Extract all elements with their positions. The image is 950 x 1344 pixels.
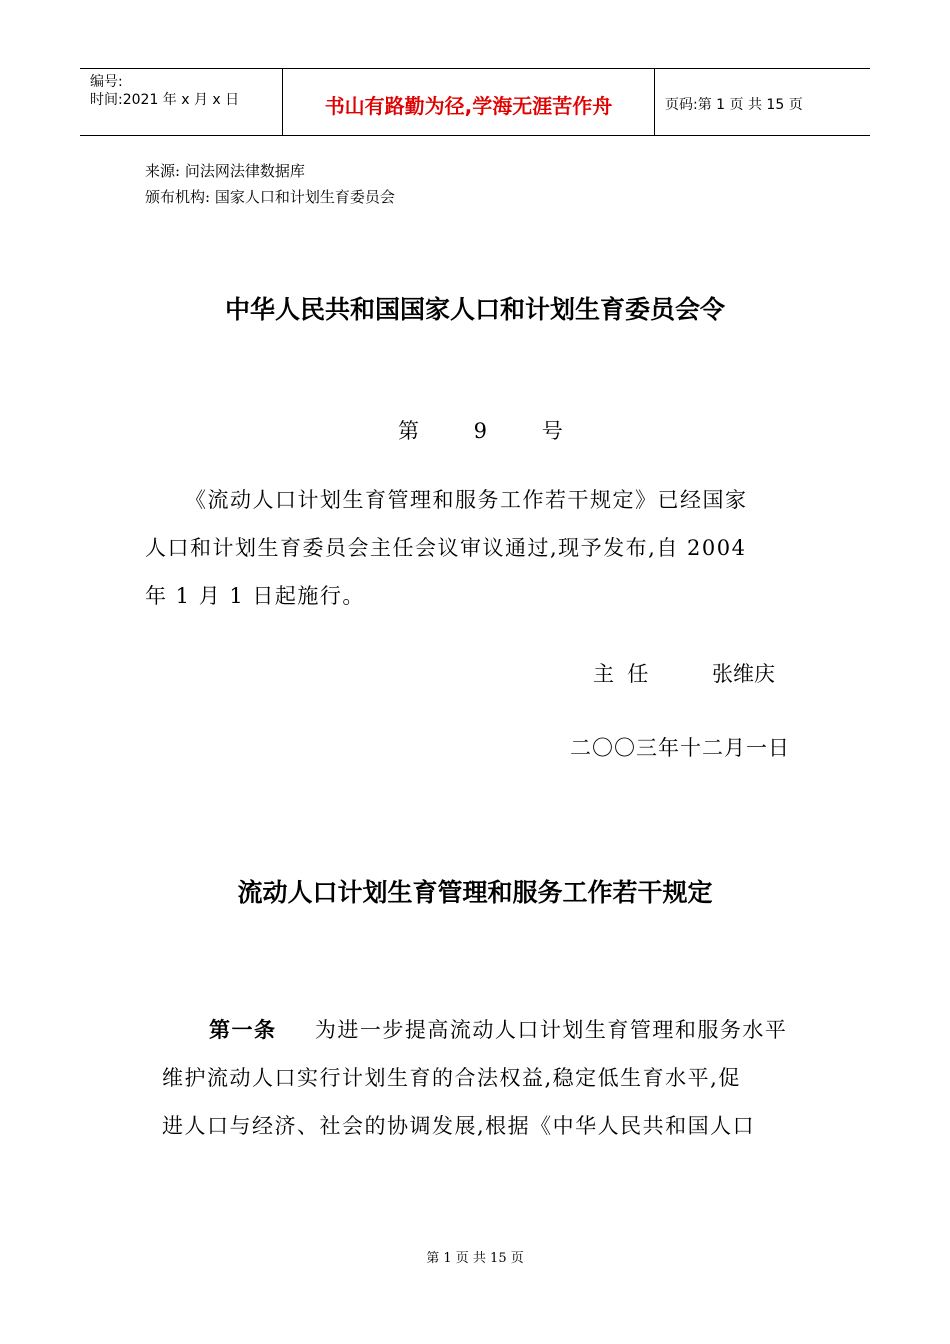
intro-paragraph bbox=[145, 476, 748, 620]
regulation-title: 流动人口计划生育管理和服务工作若干规定 bbox=[237, 878, 713, 907]
article-line: 为进一步提高流动人口计划生育管理和服务水平 bbox=[314, 1018, 788, 1042]
article-line: 维护流动人口实行计划生育的合法权益,稳定低生育水平,促 bbox=[162, 1066, 741, 1090]
header-left-cell bbox=[80, 69, 282, 135]
order-number: 第 9 号 bbox=[398, 419, 587, 443]
article-label: 第一条 bbox=[209, 1018, 277, 1042]
order-title: 中华人民共和国国家人口和计划生育委员会令 bbox=[224, 295, 725, 324]
source-line: 来源: 问法网法律数据库 bbox=[145, 162, 305, 180]
intro-line: 人口和计划生育委员会主任会议审议通过,现予发布,自 2004 bbox=[145, 536, 747, 560]
article-1 bbox=[162, 1006, 787, 1150]
signature-name: 张维庆 bbox=[712, 662, 775, 686]
signature-date: 二〇〇三年十二月一日 bbox=[570, 736, 790, 760]
intro-line: 《流动人口计划生育管理和服务工作若干规定》已经国家 bbox=[185, 488, 748, 512]
article-line: 进人口与经济、社会的协调发展,根据《中华人民共和国人口 bbox=[162, 1114, 756, 1138]
time-label: 时间:2021 年 x 月 x 日 bbox=[90, 92, 240, 108]
signature-role: 主 任 bbox=[593, 662, 649, 686]
page-code: 页码:第 1 页 共 15 页 bbox=[665, 97, 803, 113]
issuer-line: 颁布机构: 国家人口和计划生育委员会 bbox=[145, 188, 395, 206]
intro-line: 年 1 月 1 日起施行。 bbox=[145, 584, 365, 608]
motto: 书山有路勤为径,学海无涯苦作舟 bbox=[282, 69, 655, 135]
page-footer: 第 1 页 共 15 页 bbox=[426, 1251, 524, 1266]
header-table bbox=[80, 68, 870, 136]
number-label: 编号: bbox=[90, 74, 123, 90]
